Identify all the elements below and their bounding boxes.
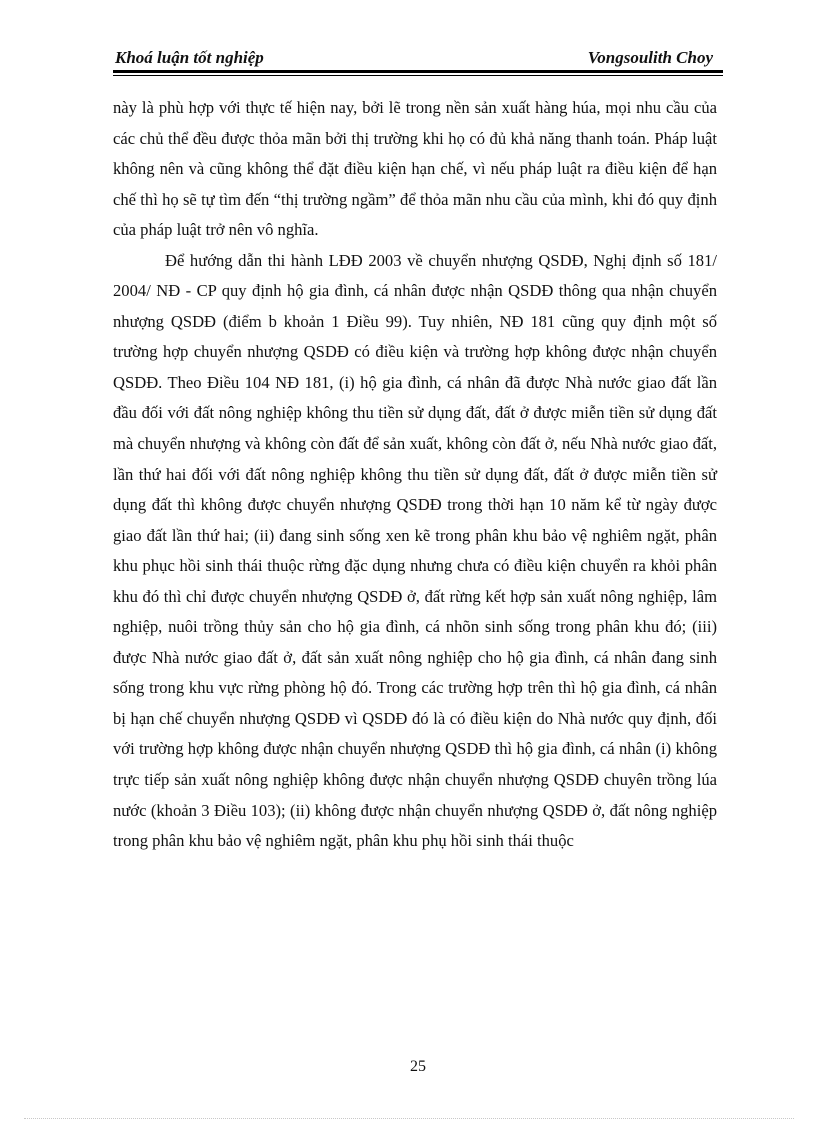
header-document-title: Khoá luận tốt nghiệp xyxy=(115,48,264,67)
header-rule-thick xyxy=(113,70,723,73)
page-number: 25 xyxy=(410,1058,426,1075)
paragraph-decree-181: Để hướng dẫn thi hành LĐĐ 2003 về chuyển nhượng QSDĐ, Nghị định số 181/ 2004/ NĐ - CP quy định hộ gia đình, cá nhân được nhận QSDĐ thông qua nhận chuyển nhượng QSDĐ (điểm b khoản 1 Điều 99). Tuy nhiên, NĐ 181 cũng quy định một số trường hợp chuyển nhượng QSDĐ có điều kiện và trường hợp không được nhận chuyển QSDĐ. Theo Điều 104 NĐ 181, (i) hộ gia đình, cá nhân đã được Nhà nước giao đất lần đầu đối với đất nông nghiệp không thu tiền sử dụng đất, đất ở được miễn tiền sử dụng đất mà chuyển nhượng và không còn đất để sản xuất, không còn đất ở, nếu Nhà nước giao đất, lần thứ hai đối với đất nông nghiệp không thu tiền sử dụng đất, đất ở được miễn tiền sử dụng đất thì không được chuyển nhượng QSDĐ trong thời hạn 10 năm kể từ ngày được giao đất lần thứ hai; (ii) đang sinh sống xen kẽ trong phân khu bảo vệ nghiêm ngặt, phân khu phục hồi sinh thái thuộc rừng đặc dụng nhưng chưa có điều kiện chuyển ra khỏi phân khu đó thì chỉ được chuyển nhượng QSDĐ ở, đất rừng kết hợp sản xuất nông nghiệp, lâm nghiệp, nuôi trồng thủy sản cho hộ gia đình, cá nhõn sinh sống trong phân khu đó; (iii) được Nhà nước giao đất ở, đất sản xuất nông nghiệp cho hộ gia đình, cá nhân đang sinh sống trong khu vực rừng phòng hộ đó. Trong các trường hợp trên thì hộ gia đình, cá nhân bị hạn chế chuyển nhượng QSDĐ vì QSDĐ đó là có điều kiện do Nhà nước quy định, đối với trường hợp không được nhận chuyển nhượng QSDĐ thì hộ gia đình, cá nhân (i) không trực tiếp sản xuất nông nghiệp không được nhận chuyển nhượng QSDĐ chuyên trồng lúa nước (khoản 3 Điều 103); (ii) không được nhận chuyển nhượng QSDĐ ở, đất nông nghiệp trong phân khu bảo vệ nghiêm ngặt, phân khu phụ hồi sinh thái thuộc xyxy=(113,250,717,851)
header-rule-thin xyxy=(113,75,723,76)
page-body xyxy=(113,93,717,857)
header-author-name: Vongsoulith Choy xyxy=(587,48,713,67)
page-bottom-dotted-edge xyxy=(24,1118,794,1119)
paragraph-continuation: này là phù hợp với thực tế hiện nay, bởi lẽ trong nền sản xuất hàng húa, mọi nhu cầu của các chủ thể đều được thỏa mãn bởi thị trường khi họ có đủ khả năng thanh toán. Pháp luật không nên và cũng không thể đặt điều kiện hạn chế, vì nếu pháp luật ra điều kiện để hạn chế thì họ sẽ tự tìm đến “thị trường ngầm” để thỏa mãn nhu cầu của mình, khi đó quy định của pháp luật trở nên vô nghĩa. xyxy=(113,98,717,240)
